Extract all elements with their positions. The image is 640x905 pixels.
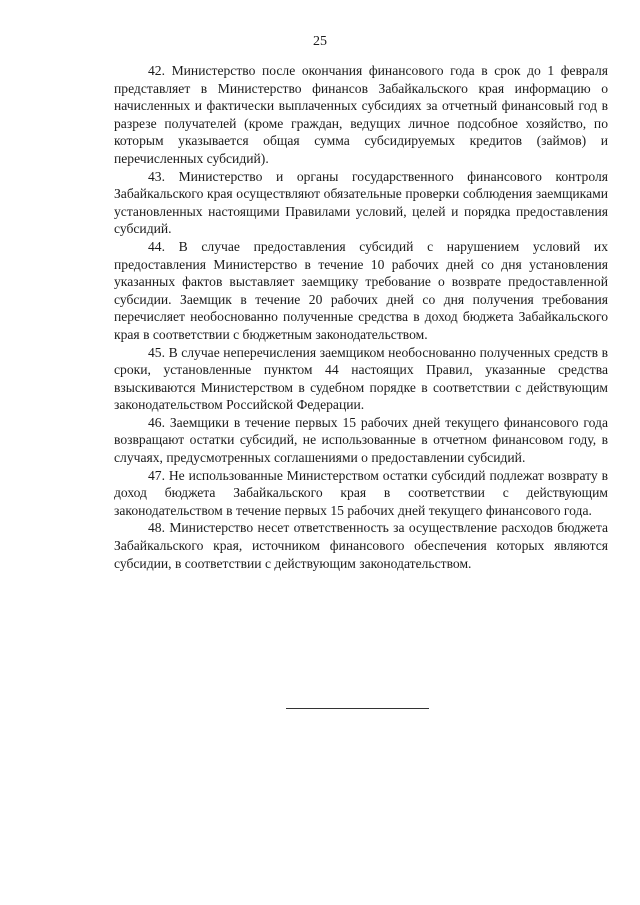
paragraph-46: 46. Заемщики в течение первых 15 рабочих дней текущего финансового года возвращают остатки субсидий, не использованные в отчетном финансовом году, в случаях, предусмотренных соглашениями о предоставлении субсидий. [114,414,608,466]
end-separator-line [286,708,429,709]
paragraph-44: 44. В случае предоставления субсидий с нарушением условий их предоставления Министерство в течение 10 рабочих дней со дня установления указанных фактов выставляет заемщику требование о возврате предоставленной субсидии. Заемщик в течение 20 рабочих дней со дня получения требования перечисляет необоснованно полученные средства в доход бюджета Забайкальского края в соответствии с бюджетным законодательством. [114,238,608,342]
page-number: 25 [313,34,327,49]
paragraph-47: 47. Не использованные Министерством остатки субсидий подлежат возврату в доход бюджета Забайкальского края в соответствии с действующим законодательством в течение первых 15 рабочих дней текущего финансового года. [114,467,608,518]
document-body [114,62,608,572]
paragraph-48: 48. Министерство несет ответственность за осуществление расходов бюджета Забайкальского края, источником финансового обеспечения которых являются субсидии, в соответствии с действующим законодательством. [114,520,608,571]
paragraph-42: 42. Министерство после окончания финансового года в срок до 1 февраля представляет в Министерство финансов Забайкальского края информацию о начисленных и фактически выплаченных субсидиях за отчетный финансовый год в разрезе получателей (кроме граждан, ведущих личное подсобное хозяйство, по которым указывается общая сумма субсидируемых кредитов (займов) и перечисленных субсидий). [114,63,608,166]
paragraph-45: 45. В случае неперечисления заемщиком необоснованно полученных средств в сроки, установленные пунктом 44 настоящих Правил, указанные средства взыскиваются Министерством в судебном порядке в соответствии с действующим законодательством Российской Федерации. [114,344,608,413]
paragraph-43: 43. Министерство и органы государственного финансового контроля Забайкальского края осуществляют обязательные проверки соблюдения заемщиками установленных настоящими Правилами условий, целей и порядка предоставления субсидий. [114,168,608,237]
